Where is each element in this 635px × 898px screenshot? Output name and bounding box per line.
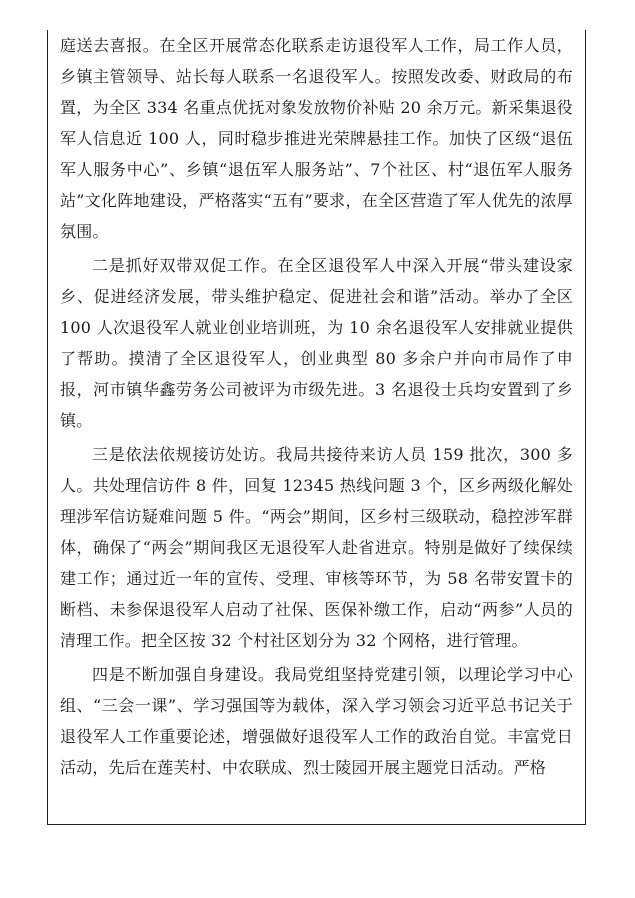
document-table-cell (47, 30, 586, 825)
paragraph-xinfang: 三是依法依规接访处访。我局共接待来访人员 159 批次，300 多人。共处理信访件 8 件，回复 12345 热线问题 3 个，区乡两级化解处理涉军信访疑难问题 5 件。“两会”期间，区乡村三级联动，稳控涉军群体，确保了“两会”期间我区无退役军人赴省进京。特别是做好了续保续建工作；通过近一年的宣传、受理、审核等环节，为 58 名带安置卡的断档、未参保退役军人启动了社保、医保补缴工作，启动“两参”人员的清理工作。把全区按 32 个村社区划分为 32 个网格，进行管理。 (60, 445, 573, 650)
paragraph-self-building: 四是不断加强自身建设。我局党组坚持党建引领，以理论学习中心组、“三会一课”、学习强国等为载体，深入学习领会习近平总书记关于退役军人工作重要论述，增强做好退役军人工作的政治自觉。丰富党日活动，先后在莲芙村、中农联成、烈士陵园开展主题党日活动。严格 (60, 665, 573, 777)
paragraph-continued: 庭送去喜报。在全区开展常态化联系走访退役军人工作，局工作人员，乡镇主管领导、站长每人联系一名退役军人。按照发改委、财政局的布置，为全区 334 名重点优抚对象发放物价补贴 20 余万元。新采集退役军人信息近 100 人，同时稳步推进光荣牌悬挂工作。加快了区级“退伍军人服务中心”、乡镇“退伍军人服务站”、7个社区、村“退伍军人服务站”文化阵地建设，严格落实“五有”要求，在全区营造了军人优先的浓厚氛围。 (60, 36, 573, 241)
paragraph-shuangdai-shuangcu: 二是抓好双带双促工作。在全区退役军人中深入开展“带头建设家乡、促进经济发展，带头维护稳定、促进社会和谐”活动。举办了全区100 人次退役军人就业创业培训班，为 10 余名退役军人安排就业提供了帮助。摸清了全区退役军人，创业典型 80 多余户并向市局作了申报，河市镇华鑫劳务公司被评为市级先进。3 名退役士兵均安置到了乡镇。 (60, 256, 573, 430)
document-body (48, 30, 585, 783)
